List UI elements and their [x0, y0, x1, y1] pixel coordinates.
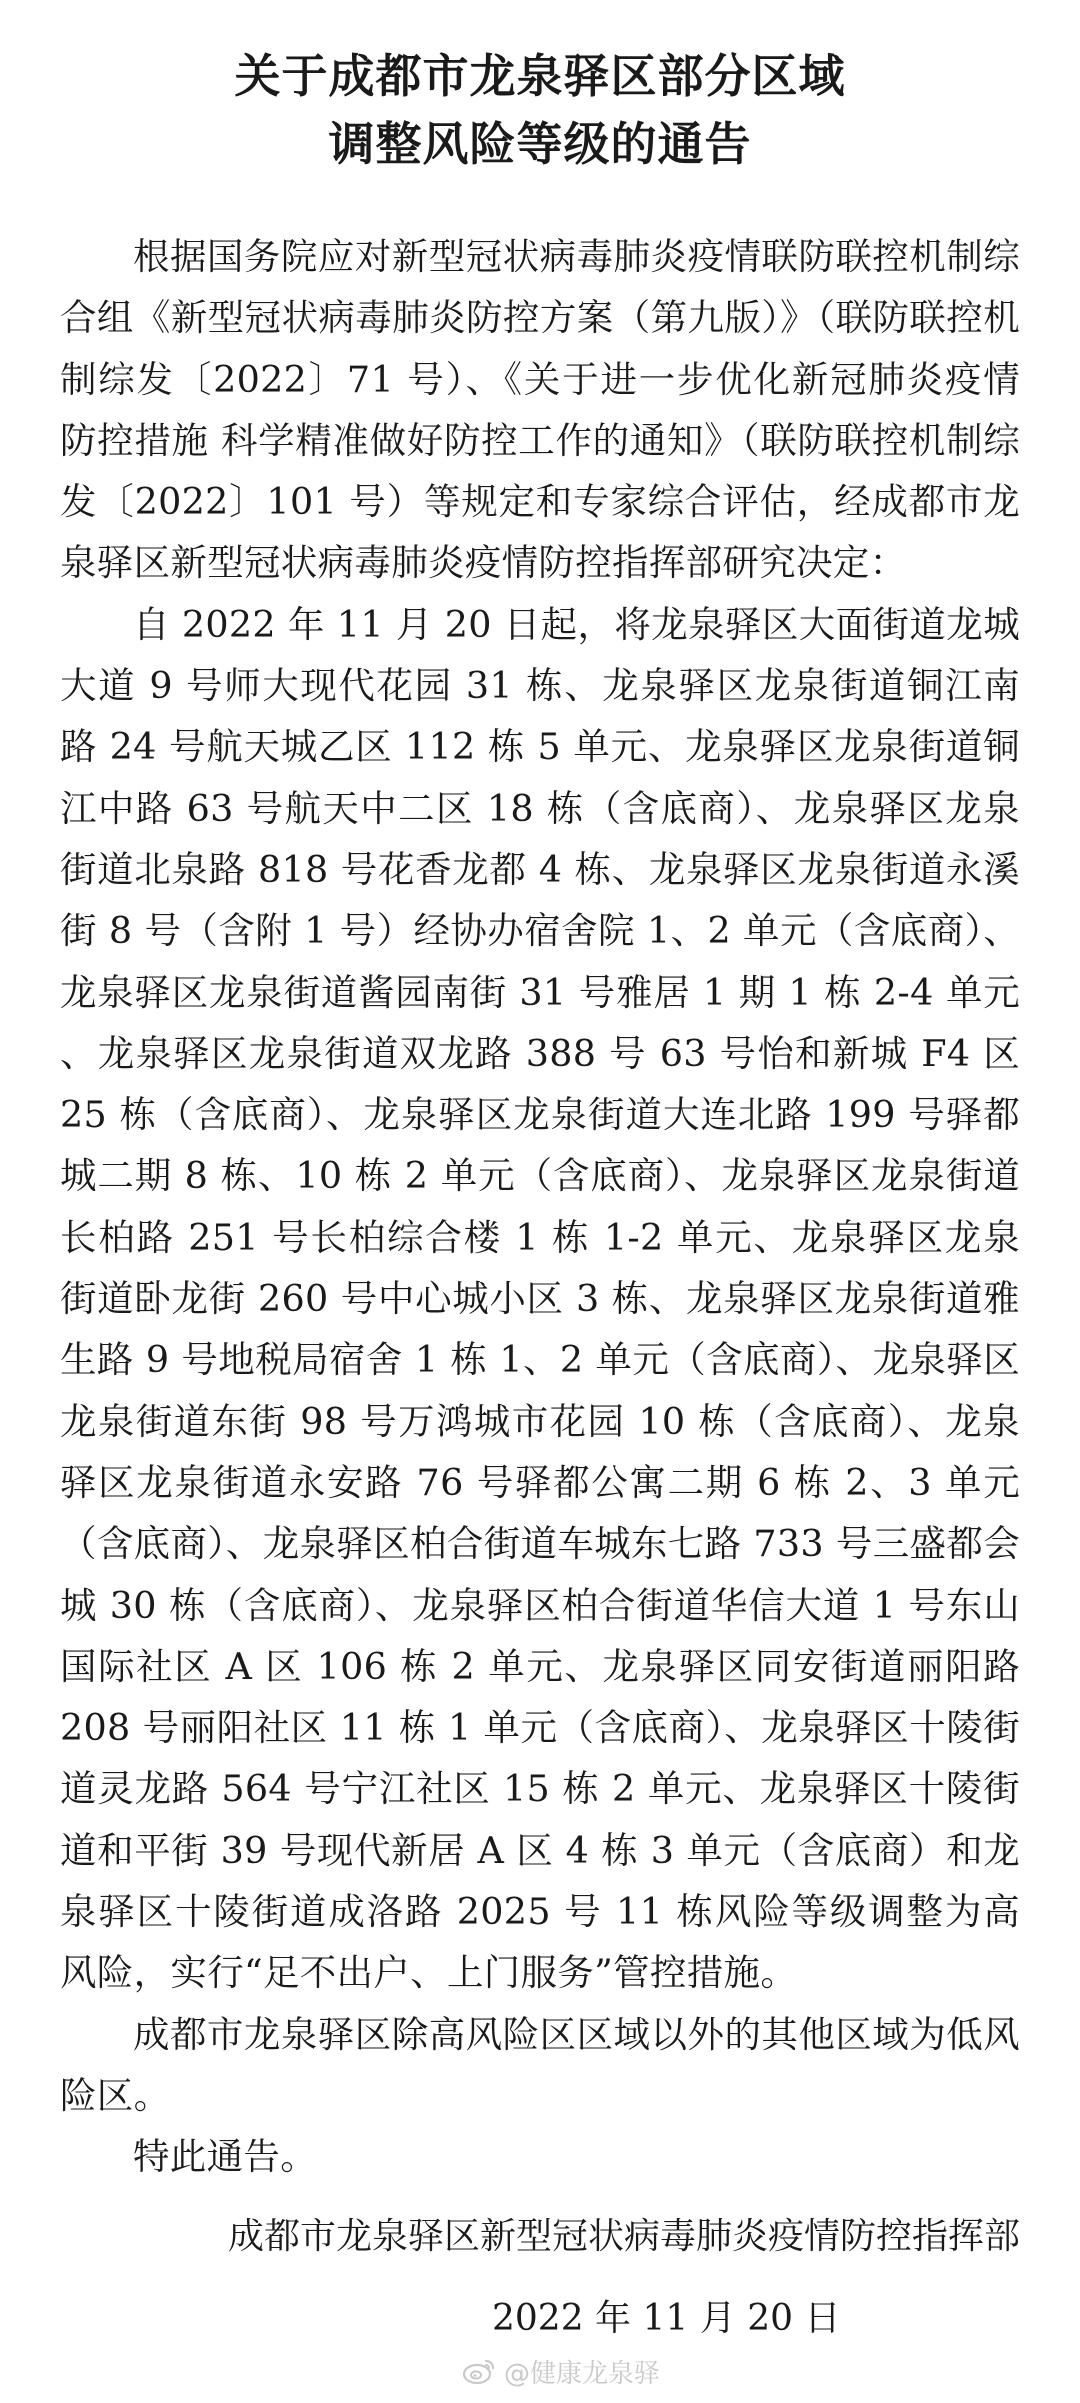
paragraph-basis: 根据国务院应对新型冠状病毒肺炎疫情联防联控机制综合组《新型冠状病毒肺炎防控方案（第九版）》（联防联控机制综发〔2022〕71 号）、《关于进一步优化新冠肺炎疫情防控措施 科学精准做好防控工作的通知》（联防联控机制综发〔2022〕101 号）等规定和专家综合评估，经成都市龙泉驿区新型冠状病毒肺炎疫情防控指挥部研究决定： [60, 235, 1020, 585]
paragraph-low-risk-areas: 成都市龙泉驿区除高风险区区域以外的其他区域为低风险区。 [60, 2012, 1020, 2117]
notice-body [60, 226, 1020, 2188]
weibo-watermark [462, 2351, 660, 2391]
issuer-signature: 成都市龙泉驿区新型冠状病毒肺炎疫情防控指挥部 [227, 2216, 1020, 2257]
watermark-text: @健康龙泉驿 [503, 2358, 660, 2389]
notice-title-line-1: 关于成都市龙泉驿区部分区域 [234, 49, 846, 103]
notice-title-line-2: 调整风险等级的通告 [328, 117, 752, 171]
paragraph-closing: 特此通告。 [133, 2135, 317, 2179]
issue-date: 2022 年 11 月 20 日 [492, 2298, 841, 2339]
paragraph-high-risk-areas: 自 2022 年 11 月 20 日起，将龙泉驿区大面街道龙城大道 9 号师大现代花园 31 栋、龙泉驿区龙泉街道铜江南路 24 号航天城乙区 112 栋 5 单元、龙泉驿区龙泉街道铜江中路 63 号航天中二区 18 栋（含底商）、龙泉驿区龙泉街道北泉路 818 号花香龙都 4 栋、龙泉驿区龙泉街道永溪街 8 号（含附 1 号）经协办宿舍院 1、2 单元（含底商）、龙泉驿区龙泉街道酱园南街 31 号雅居 1 期 1 栋 2-4 单元、龙泉驿区龙泉街道双龙路 388 号 63 号怡和新城 F4 区 25 栋（含底商）、龙泉驿区龙泉街道大连北路 199 号驿都城二期 8 栋、10 栋 2 单元（含底商）、龙泉驿区龙泉街道长柏路 251 号长柏综合楼 1 栋 1-2 单元、龙泉驿区龙泉街道卧龙街 260 号中心城小区 3 栋、龙泉驿区龙泉街道雅生路 9 号地税局宿舍 1 栋 1、2 单元（含底商）、龙泉驿区龙泉街道东街 98 号万鸿城市花园 10 栋（含底商）、龙泉驿区龙泉街道永安路 76 号驿都公寓二期 6 栋 2、3 单元（含底商）、龙泉驿区柏合街道车城东七路 733 号三盛都会城 30 栋（含底商）、龙泉驿区柏合街道华信大道 1 号东山国际社区 A 区 106 栋 2 单元、龙泉驿区同安街道丽阳路 208 号丽阳社区 11 栋 1 单元（含底商）、龙泉驿区十陵街道灵龙路 564 号宁江社区 15 栋 2 单元、龙泉驿区十陵街道和平街 39 号现代新居 A 区 4 栋 3 单元（含底商）和龙泉驿区十陵街道成洛路 2025 号 11 栋风险等级调整为高风险，实行“足不出户、上门服务”管控措施。 [60, 602, 1020, 1995]
weibo-icon [462, 2357, 496, 2385]
